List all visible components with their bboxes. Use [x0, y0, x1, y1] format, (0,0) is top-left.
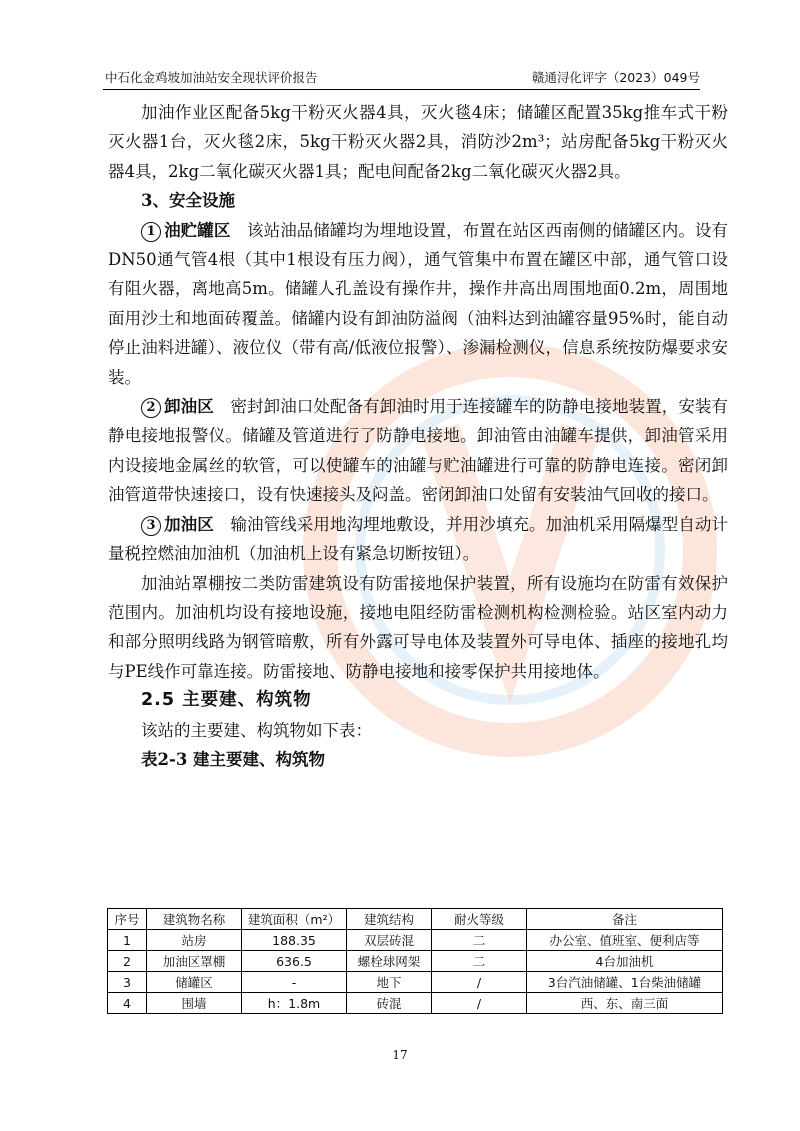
buildings-table — [107, 908, 723, 1014]
cell: 二 — [432, 930, 527, 951]
cell: 4 — [108, 993, 147, 1014]
table-caption: 表2-3 建主要建、构筑物 — [141, 749, 326, 769]
section-heading-main-buildings: 2.5 主要建、构筑物 — [141, 690, 312, 711]
fueling-area-lead: 加油区 — [164, 514, 214, 534]
col-header-fire-rating: 耐火等级 — [432, 909, 527, 930]
cell: 4台加油机 — [527, 951, 723, 972]
cell: 地下 — [347, 972, 432, 993]
cell: 办公室、值班室、便利店等 — [527, 930, 723, 951]
header-rule — [103, 89, 700, 90]
col-header-area: 建筑面积（m²） — [242, 909, 347, 930]
table-row — [108, 930, 723, 951]
table-row — [108, 951, 723, 972]
cell: - — [242, 972, 347, 993]
item-number-2: 2 — [141, 398, 161, 418]
col-header-no: 序号 — [108, 909, 147, 930]
cell: / — [432, 993, 527, 1014]
cell: 储罐区 — [147, 972, 242, 993]
cell: 西、东、南三面 — [527, 993, 723, 1014]
tank-area-text: 该站油品储罐均为埋地设置，布置在站区西南侧的储罐区内。设有DN50通气管4根（其中1根设有压力阀），通气管集中布置在罐区中部，通气管口设有阻火器，离地高5m。储罐人孔盖设有操作井，操作井高出周围地面0.2m，周围地面用沙土和地面砖覆盖。储罐内设有卸油防溢阀（油料达到油罐容量95%时，能自动停止油料进罐）、液位仪（带有高/低液位报警）、渗漏检测仪，信息系统按防爆要求安装。 — [108, 220, 729, 387]
fueling-area-text: 输油管线采用地沟埋地敷设，并用沙填充。加油机采用隔爆型自动计量税控燃油加油机（加油机上设有紧急切断按钮）。 — [108, 514, 729, 564]
table-header-row — [108, 909, 723, 930]
tank-area-lead: 油贮罐区 — [164, 220, 231, 240]
cell: 二 — [432, 951, 527, 972]
cell: 螺栓球网架 — [347, 951, 432, 972]
col-header-structure: 建筑结构 — [347, 909, 432, 930]
lightning-protection-paragraph: 加油站罩棚按二类防雷建筑设有防雷接地保护装置，所有设施均在防雷有效保护范围内。加油机均设有接地设施，接地电阻经防雷检测机构检测检验。站区室内动力和部分照明线路为钢管暗敷，所有外露可导电体及装置外可导电体、插座的接地孔均与PE线作可靠连接。防雷接地、防静电接地和接零保护共用接地体。 — [108, 573, 728, 681]
item-number-3: 3 — [141, 516, 161, 536]
col-header-remarks: 备注 — [527, 909, 723, 930]
tank-area-paragraph — [108, 216, 728, 392]
cell: / — [432, 972, 527, 993]
fueling-area-paragraph — [108, 510, 728, 569]
table-row — [108, 993, 723, 1014]
cell: 双层砖混 — [347, 930, 432, 951]
unloading-area-lead: 卸油区 — [164, 397, 214, 417]
header-report-title: 中石化金鸡坡加油站安全现状评价报告 — [105, 70, 318, 85]
cell: 加油区罩棚 — [147, 951, 242, 972]
cell: 2 — [108, 951, 147, 972]
buildings-intro: 该站的主要建、构筑物如下表： — [141, 720, 372, 740]
page-number: 17 — [392, 1048, 408, 1062]
item-number-1: 1 — [141, 222, 161, 242]
cell: h：1.8m — [242, 993, 347, 1014]
cell: 1 — [108, 930, 147, 951]
document-body — [108, 98, 728, 774]
page-header — [103, 68, 700, 90]
cell: 围墙 — [147, 993, 242, 1014]
cell: 188.35 — [242, 930, 347, 951]
section-heading-safety-facilities: 3、安全设施 — [141, 191, 235, 211]
cell: 3台汽油储罐、1台柴油储罐 — [527, 972, 723, 993]
unloading-area-paragraph — [108, 392, 728, 510]
fire-equipment-paragraph: 加油作业区配备5kg干粉灭火器4具，灭火毯4床；储罐区配置35kg推车式干粉灭火器1台，灭火毯2床，5kg干粉灭火器2具，消防沙2m³；站房配备5kg干粉灭火器4具，2kg二氧化碳灭火器1具；配电间配备2kg二氧化碳灭火器2具。 — [108, 103, 728, 181]
cell: 站房 — [147, 930, 242, 951]
cell: 636.5 — [242, 951, 347, 972]
header-report-number: 赣通浔化评字（2023）049号 — [531, 70, 700, 85]
cell: 3 — [108, 972, 147, 993]
unloading-area-text: 密封卸油口处配备有卸油时用于连接罐车的防静电接地装置，安装有静电接地报警仪。储罐及管道进行了防静电接地。卸油管由油罐车提供，卸油管采用内设接地金属丝的软管，可以使罐车的油罐与贮油罐进行可靠的防静电连接。密闭卸油管道带快速接口，设有快速接头及闷盖。密闭卸油口处留有安装油气回收的接口。 — [108, 397, 729, 505]
table-row — [108, 972, 723, 993]
col-header-name: 建筑物名称 — [147, 909, 242, 930]
cell: 砖混 — [347, 993, 432, 1014]
